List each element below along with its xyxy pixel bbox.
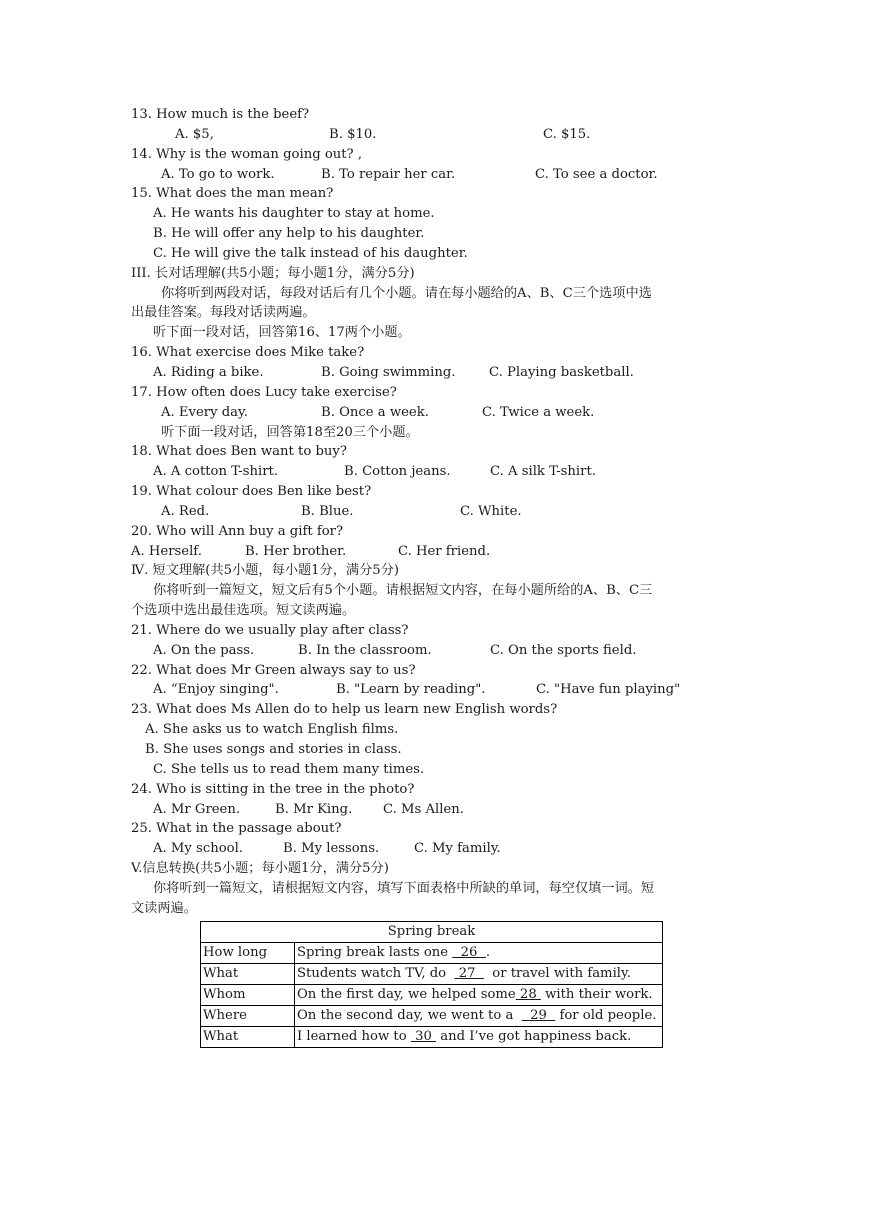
answer-option: C. To see a doctor.	[535, 166, 658, 182]
text-line: 文读两遍。	[131, 900, 197, 916]
answer-options	[131, 165, 741, 185]
answer-option: C. Ms Allen.	[383, 801, 464, 817]
answer-option: A. Mr Green.	[153, 801, 241, 817]
answer-blank[interactable]: 29	[521, 1007, 556, 1023]
answer-option: A. Herself.	[131, 543, 202, 559]
answer-option: B. Going swimming.	[321, 364, 456, 380]
text-line: 你将听到一篇短文，请根据短文内容，填写下面表格中所缺的单词，每空仅填一词。短	[153, 880, 655, 896]
text-line: 20. Who will Ann buy a gift for?	[131, 523, 344, 539]
text-line: C. She tells us to read them many times.	[153, 761, 425, 777]
table-row	[201, 942, 663, 963]
answer-options	[131, 641, 741, 661]
row-label: Where	[201, 1005, 295, 1026]
text-line: 18. What does Ben want to buy?	[131, 444, 347, 460]
row-text-before: Spring break lasts one	[297, 944, 453, 960]
row-text-after: with their work.	[540, 986, 653, 1002]
answer-option: B. Cotton jeans.	[344, 464, 451, 480]
answer-option: A. $5,	[175, 126, 214, 142]
answer-option: C. "Have fun playing"	[536, 682, 681, 698]
row-text-after: or travel with family.	[483, 965, 631, 981]
answer-option: A. “Enjoy singing".	[153, 682, 279, 698]
text-line: 16. What exercise does Mike take?	[131, 345, 365, 361]
text-line: B. He will offer any help to his daughter.	[153, 226, 425, 242]
answer-option: A. Every day.	[161, 404, 248, 420]
spring-break-table	[200, 921, 663, 1048]
answer-options	[131, 462, 741, 482]
row-text-before: On the second day, we went to a	[297, 1007, 522, 1023]
answer-blank[interactable]: 28	[515, 986, 541, 1002]
text-line: III. 长对话理解(共5小题；每小题1分，满分5分)	[131, 265, 415, 281]
table-title: Spring break	[201, 921, 663, 942]
row-label: How long	[201, 942, 295, 963]
answer-options	[131, 502, 741, 522]
text-line: 25. What in the passage about?	[131, 821, 342, 837]
answer-options	[131, 680, 741, 700]
row-label: Whom	[201, 984, 295, 1005]
answer-options	[131, 800, 741, 820]
text-line: V.信息转换(共5小题；每小题1分，满分5分)	[131, 861, 389, 877]
exam-page	[131, 105, 741, 1048]
answer-option: A. A cotton T-shirt.	[153, 464, 278, 480]
text-line: 听下面一段对话，回答第18至20三个小题。	[161, 424, 419, 440]
row-text-after: for old people.	[555, 1007, 657, 1023]
answer-options	[131, 403, 741, 423]
answer-option: A. Riding a bike.	[153, 364, 264, 380]
table-row	[201, 984, 663, 1005]
table-row	[201, 963, 663, 984]
text-line: 23. What does Ms Allen do to help us learn new English words?	[131, 702, 558, 718]
row-text-before: Students watch TV, do	[297, 965, 455, 981]
text-line: 19. What colour does Ben like best?	[131, 484, 372, 500]
row-label: What	[201, 1026, 295, 1047]
answer-blank[interactable]: 30	[410, 1028, 437, 1044]
answer-blank[interactable]: 26	[452, 944, 486, 960]
answer-options	[131, 839, 741, 859]
answer-option: C. $15.	[543, 126, 591, 142]
answer-option: C. A silk T-shirt.	[490, 464, 596, 480]
answer-option: A. To go to work.	[161, 166, 275, 182]
row-content	[295, 963, 663, 984]
answer-option: B. In the classroom.	[298, 642, 432, 658]
text-line: C. He will give the talk instead of his daughter.	[153, 245, 468, 261]
answer-option: C. My family.	[414, 841, 501, 857]
answer-option: A. On the pass.	[153, 642, 255, 658]
row-text-after: .	[485, 944, 491, 960]
answer-option: B. Once a week.	[321, 404, 429, 420]
question-lines	[131, 105, 741, 919]
table-row	[201, 1005, 663, 1026]
text-line: 15. What does the man mean?	[131, 186, 334, 202]
answer-option: B. Blue.	[301, 503, 354, 519]
answer-option: C. Twice a week.	[482, 404, 595, 420]
answer-options	[131, 125, 741, 145]
row-content	[295, 984, 663, 1005]
table-row	[201, 1026, 663, 1047]
row-text-before: I learned how to	[297, 1028, 411, 1044]
answer-option: C. Playing basketball.	[489, 364, 634, 380]
text-line: 你将听到一篇短文，短文后有5个小题。请根据短文内容，在每小题所给的A、B、C三	[153, 583, 653, 599]
answer-option: B. Her brother.	[245, 543, 347, 559]
text-line: 22. What does Mr Green always say to us?	[131, 662, 416, 678]
answer-option: C. White.	[460, 503, 522, 519]
text-line: 17. How often does Lucy take exercise?	[131, 384, 397, 400]
text-line: B. She uses songs and stories in class.	[145, 742, 402, 757]
text-line: 个选项中选出最佳选项。短文读两遍。	[131, 603, 356, 619]
text-line: 21. Where do we usually play after class?	[131, 622, 409, 638]
answer-option: A. Red.	[161, 503, 210, 519]
answer-option: B. My lessons.	[283, 841, 380, 857]
answer-option: C. Her friend.	[398, 543, 491, 559]
text-line: 听下面一段对话，回答第16、17两个小题。	[153, 325, 411, 341]
text-line: Ⅳ. 短文理解(共5小题，每小题1分，满分5分)	[131, 563, 400, 579]
answer-option: A. My school.	[153, 841, 243, 857]
text-line: 出最佳答案。每段对话读两遍。	[131, 305, 316, 321]
row-text-before: On the first day, we helped some	[297, 986, 516, 1002]
text-line: 14. Why is the woman going out? ,	[131, 146, 363, 162]
text-line: 13. How much is the beef?	[131, 107, 310, 122]
row-content	[295, 1026, 663, 1047]
answer-option: C. On the sports field.	[490, 642, 637, 658]
row-content	[295, 1005, 663, 1026]
answer-options	[131, 363, 741, 383]
answer-option: B. "Learn by reading".	[336, 682, 486, 698]
answer-option: B. To repair her car.	[321, 166, 456, 182]
text-line: A. He wants his daughter to stay at home.	[153, 206, 435, 222]
row-label: What	[201, 963, 295, 984]
row-text-after: and I’ve got happiness back.	[436, 1028, 632, 1044]
answer-options	[131, 542, 741, 562]
answer-option: B. $10.	[329, 126, 377, 142]
text-line: A. She asks us to watch English films.	[145, 722, 399, 738]
answer-option: B. Mr King.	[275, 801, 353, 817]
text-line: 24. Who is sitting in the tree in the photo?	[131, 781, 415, 797]
text-line: 你将听到两段对话，每段对话后有几个小题。请在每小题给的A、B、C三个选项中选	[161, 285, 652, 301]
answer-blank[interactable]: 27	[454, 965, 484, 981]
row-content	[295, 942, 663, 963]
